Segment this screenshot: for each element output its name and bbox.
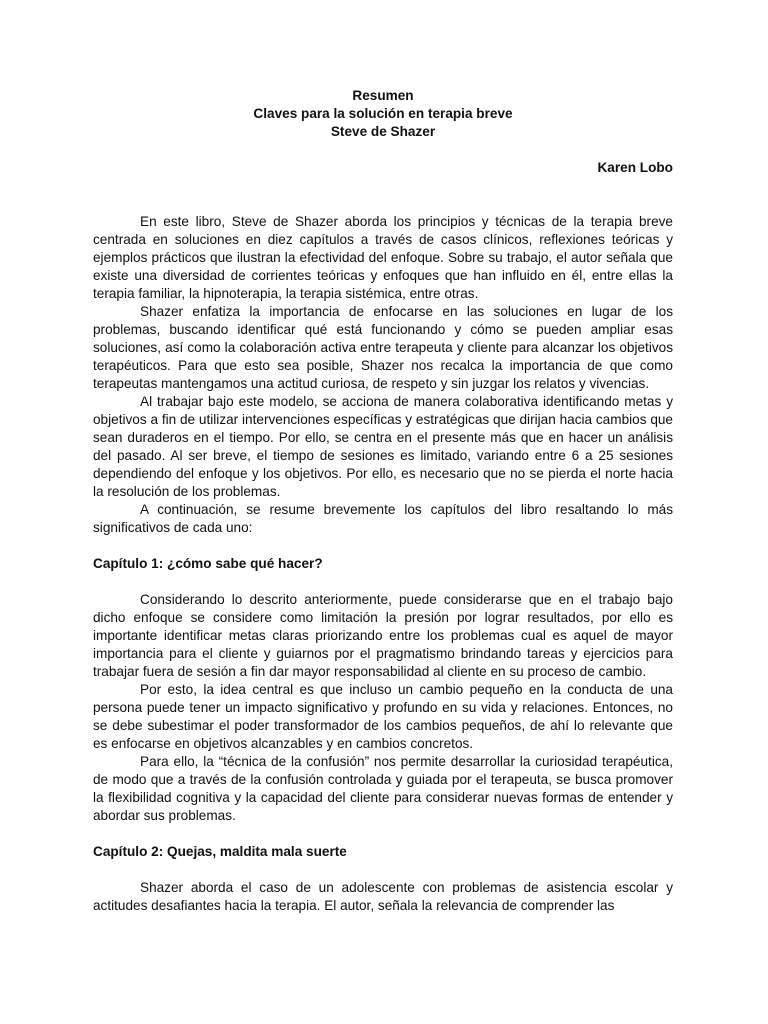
intro-paragraph: En este libro, Steve de Shazer aborda los principios y técnicas de la terapia breve centrada en soluciones en diez capítulos a través de casos clínicos, reflexiones teóricas y ejemplos prácticos que ilustran la efectividad del enfoque. Sobre su trabajo, el autor señala que existe una diversidad de corrientes teóricas y enfoques que han influido en él, entre ellas la terapia familiar, la hipnoterapia, la terapia sistémica, entre otras. [93,214,673,301]
document-subtitle: Claves para la solución en terapia breve [253,106,513,121]
document-content [93,87,673,915]
chapter-1-paragraph: Considerando lo descrito anteriormente, puede considerarse que en el trabajo bajo dicho enfoque se considere como limitación la presión por lograr resultados, por ello es importante identificar metas claras priorizando entre los problemas cual es aquel de mayor importancia para el cliente y guiarnos por el pragmatismo brindando tareas y ejercicios para trabajar fuera de sesión a fin dar mayor responsabilidad al cliente en su proceso de cambio. [93,592,673,679]
chapter-1-paragraph: Para ello, la “técnica de la confusión” nos permite desarrollar la curiosidad terapéutica, de modo que a través de la confusión controlada y guiada por el terapeuta, se busca promover la flexibilidad cognitiva y la capacidad del cliente para considerar nuevas formas de entender y abordar sus problemas. [93,754,673,823]
intro-paragraph: Al trabajar bajo este modelo, se acciona de manera colaborativa identificando metas y objetivos a fin de utilizar intervenciones específicas y estratégicas que dirijan hacia cambios que sean duraderos en el tiempo. Por ello, se centra en el presente más que en hacer un análisis del pasado. Al ser breve, el tiempo de sesiones es limitado, variando entre 6 a 25 sesiones dependiendo del enfoque y los objetivos. Por ello, es necesario que no se pierda el norte hacia la resolución de los problemas. [93,394,673,499]
chapter-2-paragraph: Shazer aborda el caso de un adolescente con problemas de asistencia escolar y actitudes desafiantes hacia la terapia. El autor, señala la relevancia de comprender las [93,880,673,913]
book-author-line: Steve de Shazer [330,124,436,139]
chapter-2-heading: Capítulo 2: Quejas, maldita mala suerte [93,844,347,859]
chapter-1-heading: Capítulo 1: ¿cómo sabe qué hacer? [93,556,323,571]
title-block [93,87,673,141]
intro-paragraph: Shazer enfatiza la importancia de enfocarse en las soluciones en lugar de los problemas, buscando identificar qué está funcionando y cómo se pueden ampliar esas soluciones, así como la colaboración activa entre terapeuta y cliente para alcanzar los objetivos terapéuticos. Para que esto sea posible, Shazer nos recalca la importancia de que como terapeutas mantengamos una actitud curiosa, de respeto y sin juzgar los relatos y vivencias. [93,304,673,391]
chapter-1-section [93,591,673,825]
intro-section [93,213,673,537]
chapter-1-paragraph: Por esto, la idea central es que incluso un cambio pequeño en la conducta de una persona puede tener un impacto significativo y profundo en su vida y relaciones. Entonces, no se debe subestimar el poder transformador de los cambios pequeños, de ahí lo relevante que es enfocarse en objetivos alcanzables y en cambios concretos. [93,682,673,751]
chapter-2-section [93,879,673,915]
summary-author: Karen Lobo [597,160,673,175]
intro-paragraph: A continuación, se resume brevemente los capítulos del libro resaltando lo más significativos de cada uno: [93,502,673,535]
document-title: Resumen [352,88,414,103]
